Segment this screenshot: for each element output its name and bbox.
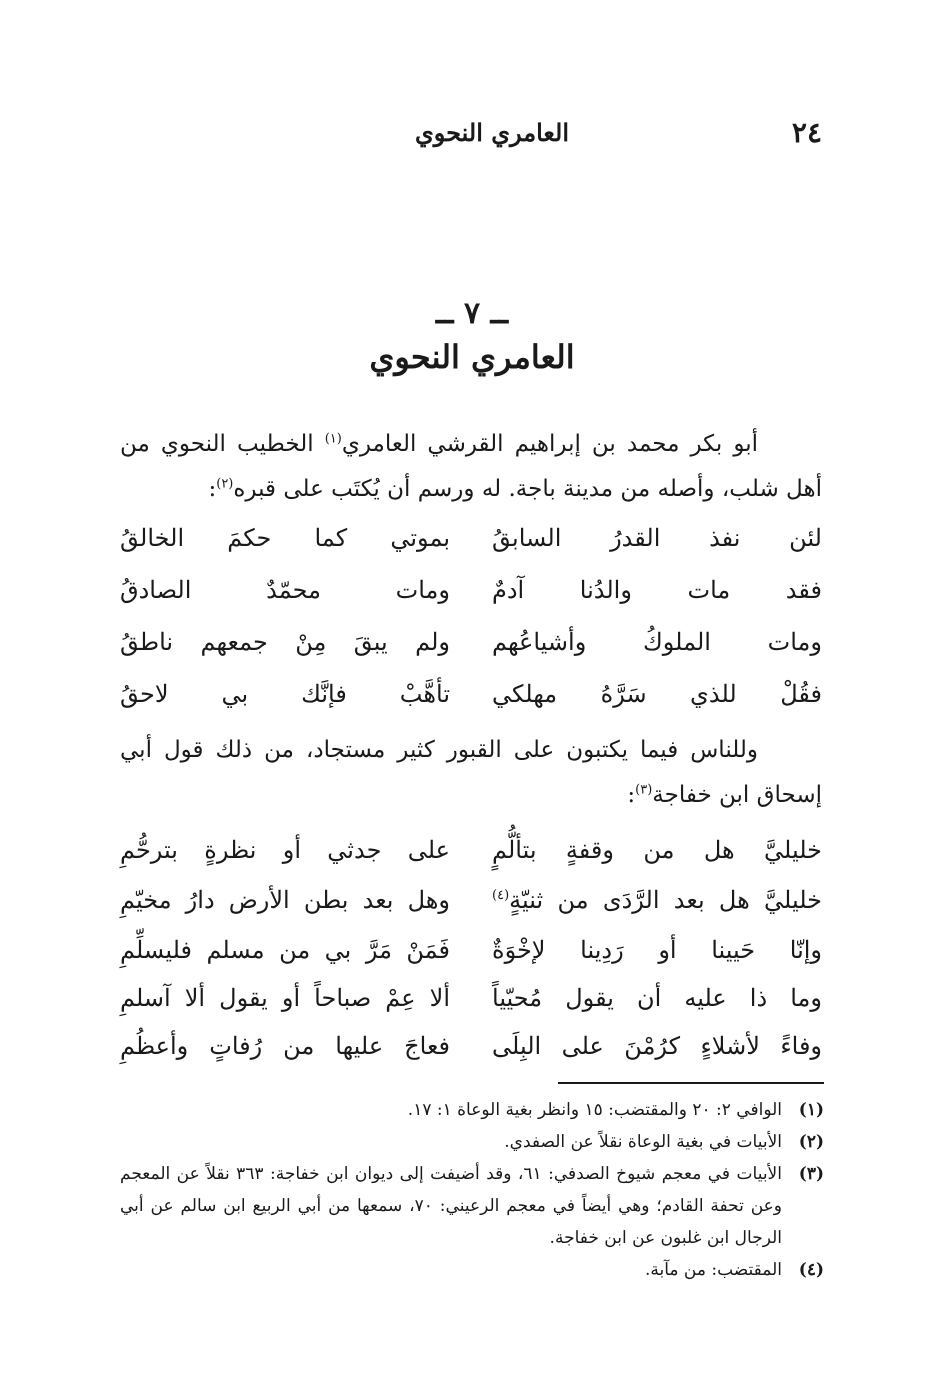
footnote-number: (٤)	[798, 1260, 824, 1280]
intro-colon: :	[208, 476, 217, 502]
running-header	[118, 114, 826, 154]
verse-first-half: ومات الملوكُ وأشياعُهم	[492, 628, 822, 656]
verse-first-half	[492, 886, 822, 914]
middle-text: وللناس فيما يكتبون على القبور كثير مستجاد، من ذلك قول أبي إسحاق ابن خفاجة	[120, 737, 822, 808]
footnote	[120, 1094, 824, 1126]
verse-second-half: فعاجَ عليها من رُفاتٍ وأعظُمِ	[120, 1032, 450, 1060]
verse-first-half: فقُلْ للذي سَرَّهُ مهلكي	[492, 680, 822, 708]
verse-first-half: وإنّا حَيينا أو رَدِينا لإخْوَةٌ	[492, 936, 822, 964]
verse-first-half-text: خليليَّ هل بعد الرَّدَى من ثنيّةٍ	[509, 886, 822, 914]
verse-second-half: على جدثي أو نظرةٍ بترحُّمِ	[120, 836, 450, 864]
footnote-text: الأبيات في بغية الوعاة نقلاً عن الصفدي.	[504, 1132, 782, 1152]
middle-paragraph	[120, 728, 822, 818]
verse-second-half: ألا عِمْ صباحاً أو يقول ألا آسلمِ	[120, 984, 450, 1012]
footnote-text: الأبيات في معجم شيوخ الصدفي: ٦١، وقد أضيفت إلى ديوان ابن خفاجة: ٣٦٣ نقلاً عن المعجم وعن تحفة القادم؛ وهي أيضاً في معجم الرعيني: ٧٠، سمعها من أبي الربيع ابن سالم عن أبي الرجال ابن غلبون عن ابن خفاجة.	[120, 1164, 782, 1248]
verse-second-half: فَمَنْ مَرَّ بي من مسلم فليسلِّمِ	[120, 936, 450, 964]
verse-line	[120, 936, 822, 988]
footnote-number: (٣)	[798, 1164, 824, 1184]
verse-second-half: وهل بعد بطن الأرض دارُ مخيّمِ	[120, 886, 450, 914]
footnote-text: الوافي ٢: ٢٠ والمقتضب: ١٥ وانظر بغية الوعاة ١: ١٧.	[407, 1100, 782, 1120]
footnote-ref: (٣)	[635, 782, 653, 798]
intro-text-rest: الخطيب النحوي من أهل شلب، وأصله من مدينة باجة. له ورسم أن يُكتَب على قبره	[120, 431, 822, 502]
section-title: العامري النحوي	[369, 338, 575, 376]
verse-line	[120, 836, 822, 888]
footnote-number: (١)	[798, 1100, 824, 1120]
footnote	[120, 1254, 824, 1286]
footnote-ref: (٤)	[492, 888, 510, 903]
verse-line	[120, 576, 822, 628]
running-title: العامري النحوي	[414, 118, 569, 147]
footnote-number: (٢)	[798, 1132, 824, 1152]
verse-first-half: فقد مات والدُنا آدمٌ	[492, 576, 822, 604]
footnote	[120, 1158, 824, 1254]
middle-colon: :	[627, 782, 636, 808]
verse-second-half: بموتي كما حكمَ الخالقُ	[120, 524, 450, 552]
page-number: ٢٤	[791, 116, 822, 149]
verse-line	[120, 1032, 822, 1084]
intro-text: أبو بكر محمد بن إبراهيم القرشي العامري	[341, 431, 758, 457]
verse-second-half: تأهَّبْ فإنَّك بي لاحقُ	[120, 680, 450, 708]
verse-line	[120, 886, 822, 938]
verse-first-half: وما ذا عليه أن يقول مُحيّياً	[492, 984, 822, 1012]
footnote-ref: (٢)	[216, 476, 234, 492]
verse-second-half: ولم يبقَ مِنْ جمعهم ناطقُ	[120, 628, 450, 656]
footnote-separator	[558, 1082, 824, 1084]
footnote-text: المقتضب: من مآبة.	[644, 1260, 782, 1280]
verse-first-half: خليليَّ هل من وقفةٍ بتألُّمٍ	[492, 836, 822, 864]
verse-line	[120, 628, 822, 680]
verse-line	[120, 524, 822, 576]
footnotes	[120, 1094, 824, 1286]
verse-first-half: وفاءً لأشلاءٍ كرُمْنَ على البِلَى	[492, 1032, 822, 1060]
intro-paragraph	[120, 422, 822, 512]
section-number: ــ ٧ ــ	[435, 296, 509, 331]
verse-line	[120, 984, 822, 1036]
footnote	[120, 1126, 824, 1158]
verse-first-half: لئن نفذ القدرُ السابقُ	[492, 524, 822, 552]
verse-line	[120, 680, 822, 732]
verse-second-half: ومات محمّدٌ الصادقُ	[120, 576, 450, 604]
footnote-ref: (١)	[324, 431, 342, 447]
